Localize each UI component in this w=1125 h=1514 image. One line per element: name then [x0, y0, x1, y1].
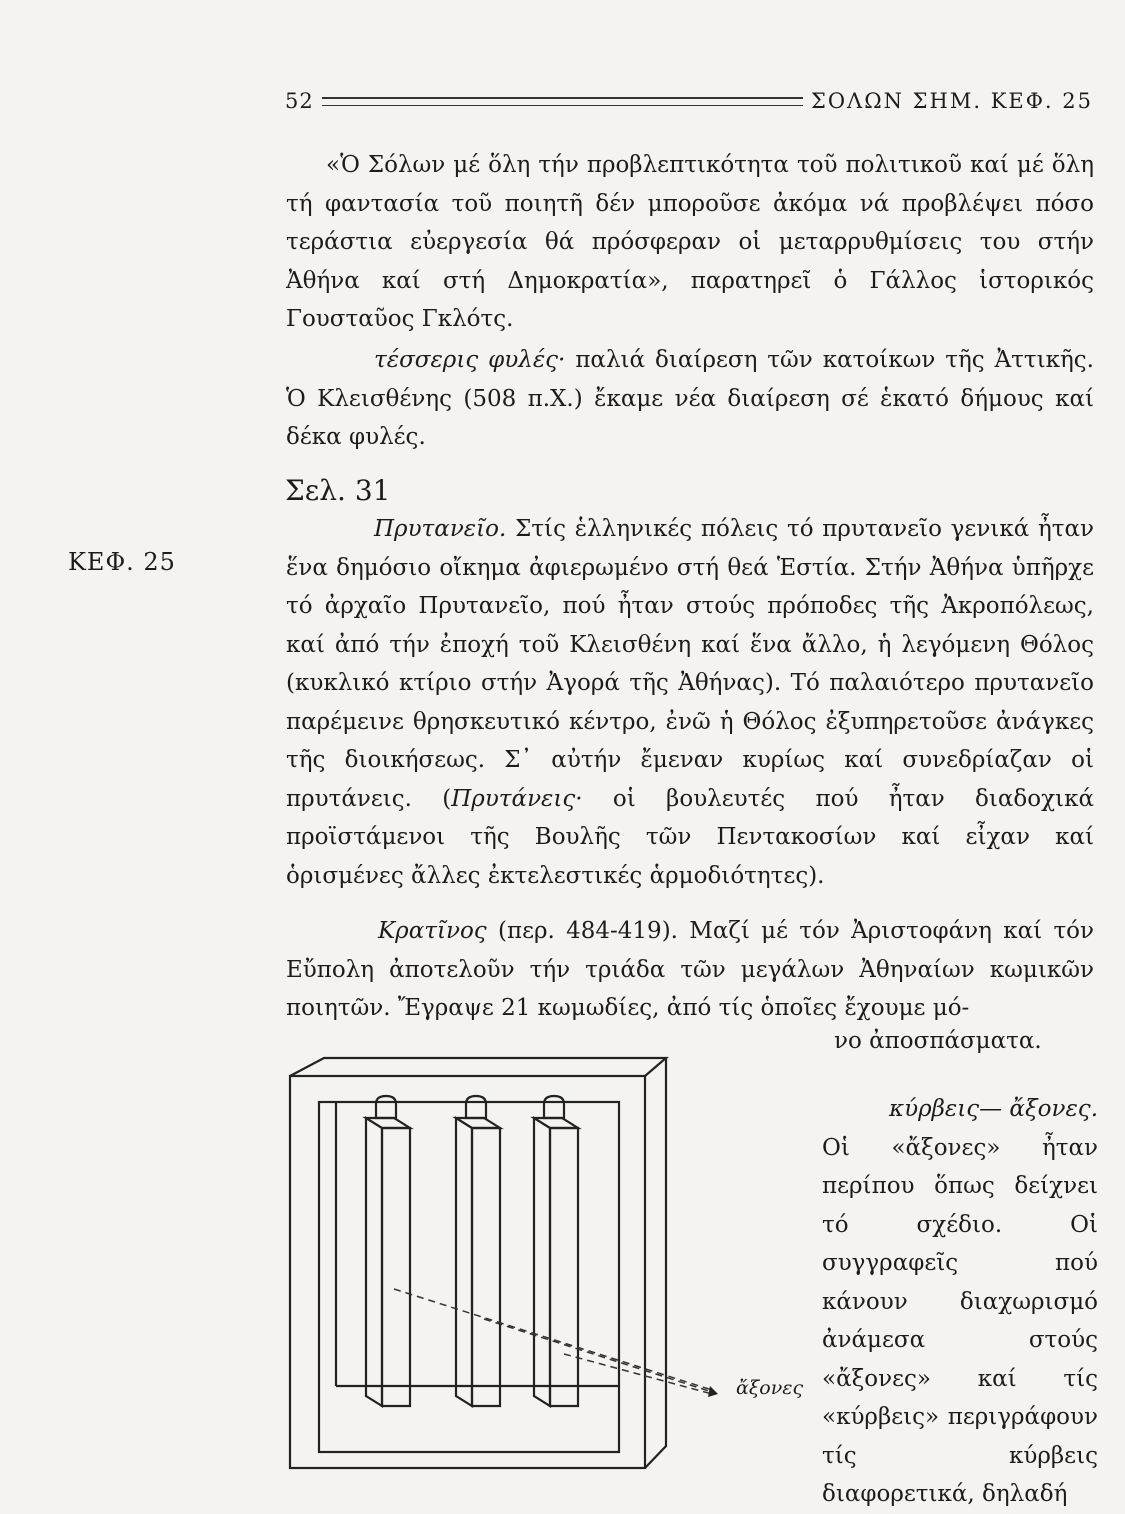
- paragraph-solon-quote: «Ὁ Σόλων μέ ὅλη τήν προβλεπτικότητα τοῦ πολιτικοῦ καί μέ ὅλη τή φαντασία τοῦ ποιητῆ δέν μποροῦσε ἀκόμα νά προβλέψει πόσο τεράστια εὐεργεσία θά πρόσφεραν οἱ μεταρρυθμίσεις του στήν Ἀθήνα καί στή Δημοκρατία», παρατηρεῖ ὁ Γάλλος ἱστορικός Γουσταῦος Γκλότς.: [286, 152, 1094, 332]
- paragraph-kratinos-text: (περ. 484-419). Μαζί μέ τόν Ἀριστοφάνη καί τόν Εὔπολη ἀποτελοῦν τήν τριάδα τῶν μεγάλων Ἀθηναίων κωμικῶν ποιητῶν. Ἔγραψε 21 κωμωδίες, ἀπό τίς ὁποῖες ἔχουμε μό-: [286, 918, 1094, 1021]
- paragraph-kyrbeis-text: Οἱ «ἄξονες» ἦταν περίπου ὅπως δείχνει τό σχέδιο. Οἱ συγγραφεῖς πού κάνουν διαχωρισμό ἀνάμεσα στούς «ἄξονες» καί τίς «κύρβεις» περιγράφουν τίς κύρβεις διαφορετικά, δηλαδή: [822, 1134, 1098, 1507]
- paragraph-prytaneion-text: Στίς ἑλληνικές πόλεις τό πρυτανεῖο γενικά ἦταν ἕνα δημόσιο οἴκημα ἀφιερωμένο στή θεά Ἑστία. Στήν Ἀθήνα ὑπῆρχε τό ἀρχαῖο Πρυτανεῖο, πού ἦταν στούς πρόποδες τῆς Ἀκροπόλεως, καί ἀπό τήν ἐποχή τοῦ Κλεισθένη καί ἕνα ἄλλο, ἡ λεγόμενη Θόλος (κυκλικό κτίριο στήν Ἀγορά τῆς Ἀθήνας). Τό παλαιότερο πρυτανεῖο παρέμεινε θρησκευτικό κέντρο, ἐνῶ ἡ Θόλος ἐξυπηρετοῦσε ἀνάγκες τῆς διοικήσεως. Σ᾽ αὐτήν ἔμεναν κυρίως καί συνεδρίαζαν οἱ πρυτάνεις. (: [286, 516, 1094, 812]
- paragraph-kratinos: [286, 912, 1094, 1028]
- paragraph-prytaneion: [286, 510, 1094, 895]
- cabinet-inner: [319, 1102, 619, 1452]
- pointer-arrow-icon: [708, 1386, 718, 1397]
- cabinet-side: [645, 1058, 666, 1468]
- axones-illustration: [284, 1054, 804, 1474]
- running-header: [285, 86, 1093, 116]
- figure-label: ἄξονες: [736, 1377, 804, 1399]
- header-rule: [322, 97, 803, 106]
- paragraph-prytaneis-text: οἱ βουλευτές πού ἦταν διαδοχικά προϊστάμενοι τῆς Βουλῆς τῶν Πεντακοσίων καί εἶχαν καί ὁρισμένες ἄλλες ἐκτελεστικές ἁρμοδιότητες).: [286, 785, 1094, 889]
- paragraph-four-tribes: [286, 341, 1094, 457]
- margin-chapter-note: ΚΕΦ. 25: [68, 548, 176, 576]
- term-kratinos: Κρατῖνος: [378, 918, 487, 944]
- paragraph-four-tribes-text: παλιά διαίρεση τῶν κατοίκων τῆς Ἀττικῆς. Ὁ Κλεισθένης (508 π.Χ.) ἔκαμε νέα διαίρεση σέ ἑκατό δήμους καί δέκα φυλές.: [286, 347, 1094, 450]
- paragraph-kyrbeis: [822, 1090, 1098, 1514]
- section-heading: Σελ. 31: [285, 474, 391, 507]
- axon-pillar-2: [456, 1096, 500, 1406]
- term-prytaneis: Πρυτάνεις·: [451, 785, 583, 812]
- running-title: ΣΟΛΩΝ ΣΗΜ. ΚΕΦ. 25: [810, 89, 1093, 113]
- term-prytaneion: Πρυτανεῖο.: [374, 516, 507, 542]
- cabinet-top: [290, 1058, 666, 1076]
- axon-pillar-3: [534, 1096, 578, 1406]
- cabinet-outer: [290, 1076, 645, 1468]
- term-four-tribes: τέσσερις φυλές·: [374, 347, 566, 373]
- paragraph-kratinos-end: νο ἀποσπάσματα.: [834, 1028, 1042, 1054]
- pointer-lines: [394, 1289, 712, 1394]
- axon-pillar-1: [366, 1096, 410, 1406]
- term-kyrbeis: κύρβεις— ἄξονες.: [889, 1096, 1098, 1122]
- page-number: 52: [285, 89, 314, 113]
